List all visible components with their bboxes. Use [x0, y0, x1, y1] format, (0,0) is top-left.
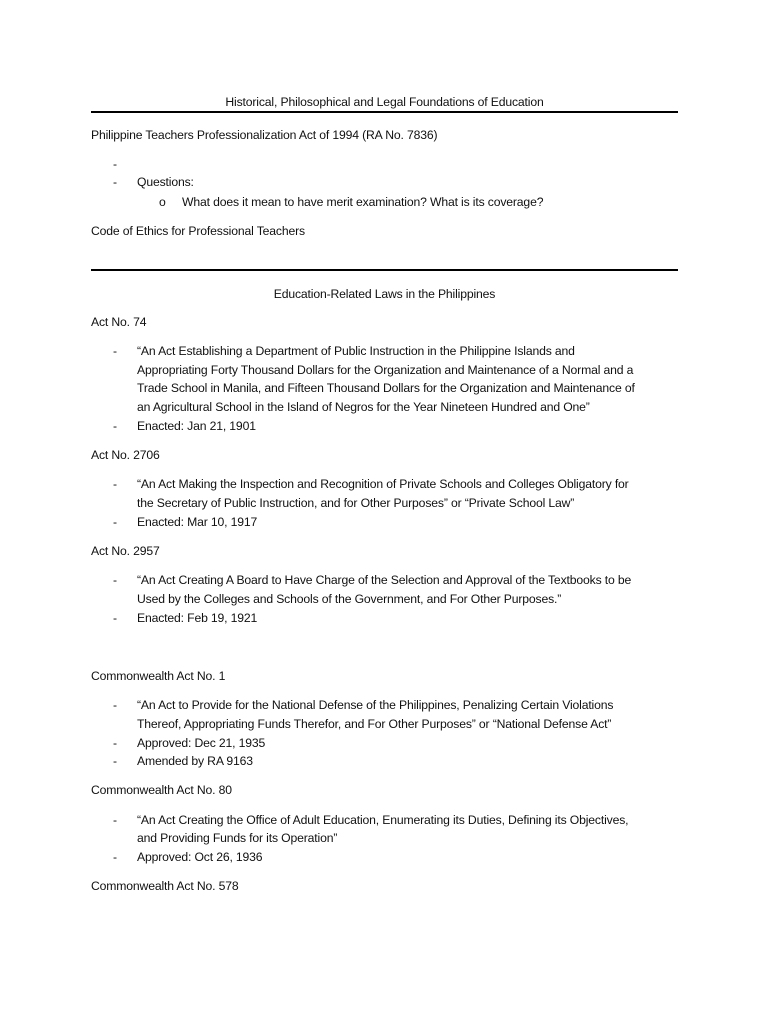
list-bullet-o: o: [159, 195, 166, 209]
act-2957-title-line: Used by the Colleges and Schools of the Government, and For Other Purposes.”: [137, 592, 562, 606]
act-2957-title-line: “An Act Creating A Board to Have Charge of the Selection and Approval of the Textbooks to be: [137, 573, 632, 587]
questions-label: Questions:: [137, 175, 194, 189]
section-rule: [91, 269, 678, 271]
list-dash: -: [113, 515, 117, 529]
act-2957-enacted: Enacted: Feb 19, 1921: [137, 611, 258, 625]
act-2706-title-line: “An Act Making the Inspection and Recognition of Private Schools and Colleges Obligatory for: [137, 477, 629, 491]
ca-578-heading: Commonwealth Act No. 578: [91, 879, 239, 893]
list-dash: -: [113, 736, 117, 750]
header-rule: [91, 111, 678, 113]
list-dash: -: [113, 698, 117, 712]
act-74-enacted: Enacted: Jan 21, 1901: [137, 419, 256, 433]
ra-7836-heading: Philippine Teachers Professionalization Act of 1994 (RA No. 7836): [91, 128, 438, 142]
act-2706-heading: Act No. 2706: [91, 448, 160, 462]
list-dash: -: [113, 754, 117, 768]
act-74-title-line: Appropriating Forty Thousand Dollars for the Organization and Maintenance of a Normal and a: [137, 363, 634, 377]
laws-section-title: Education-Related Laws in the Philippines: [273, 287, 496, 301]
ca-80-title-line: “An Act Creating the Office of Adult Education, Enumerating its Duties, Defining its Objectives,: [137, 813, 629, 827]
question-item: What does it mean to have merit examination? What is its coverage?: [182, 195, 544, 209]
list-dash: -: [113, 611, 117, 625]
ca-1-title-line: Thereof, Appropriating Funds Therefor, and For Other Purposes” or “National Defense Act”: [137, 717, 612, 731]
act-2957-heading: Act No. 2957: [91, 544, 160, 558]
list-dash: -: [113, 344, 117, 358]
list-dash: -: [113, 573, 117, 587]
act-74-title-line: an Agricultural School in the Island of Negros for the Year Nineteen Hundred and One”: [137, 400, 590, 414]
list-dash: -: [113, 175, 117, 189]
list-dash: -: [113, 419, 117, 433]
act-2706-title-line: the Secretary of Public Instruction, and for Other Purposes” or “Private School Law”: [137, 496, 575, 510]
list-dash: -: [113, 477, 117, 491]
act-74-title-line: “An Act Establishing a Department of Public Instruction in the Philippine Islands and: [137, 344, 575, 358]
list-dash: -: [113, 850, 117, 864]
list-dash: -: [113, 813, 117, 827]
document-title: Historical, Philosophical and Legal Foundations of Education: [225, 95, 544, 109]
act-2706-enacted: Enacted: Mar 10, 1917: [137, 515, 258, 529]
ca-1-approved: Approved: Dec 21, 1935: [137, 736, 266, 750]
list-dash: -: [113, 157, 117, 171]
ca-1-amended: Amended by RA 9163: [137, 754, 253, 768]
ca-80-heading: Commonwealth Act No. 80: [91, 783, 232, 797]
ca-1-title-line: “An Act to Provide for the National Defense of the Philippines, Penalizing Certain Violations: [137, 698, 614, 712]
code-of-ethics-heading: Code of Ethics for Professional Teachers: [91, 224, 305, 238]
ca-80-approved: Approved: Oct 26, 1936: [137, 850, 263, 864]
ca-80-title-line: and Providing Funds for its Operation”: [137, 831, 338, 845]
act-74-heading: Act No. 74: [91, 315, 147, 329]
ca-1-heading: Commonwealth Act No. 1: [91, 669, 226, 683]
act-74-title-line: Trade School in Manila, and Fifteen Thousand Dollars for the Organization and Maintenance of: [137, 381, 635, 395]
